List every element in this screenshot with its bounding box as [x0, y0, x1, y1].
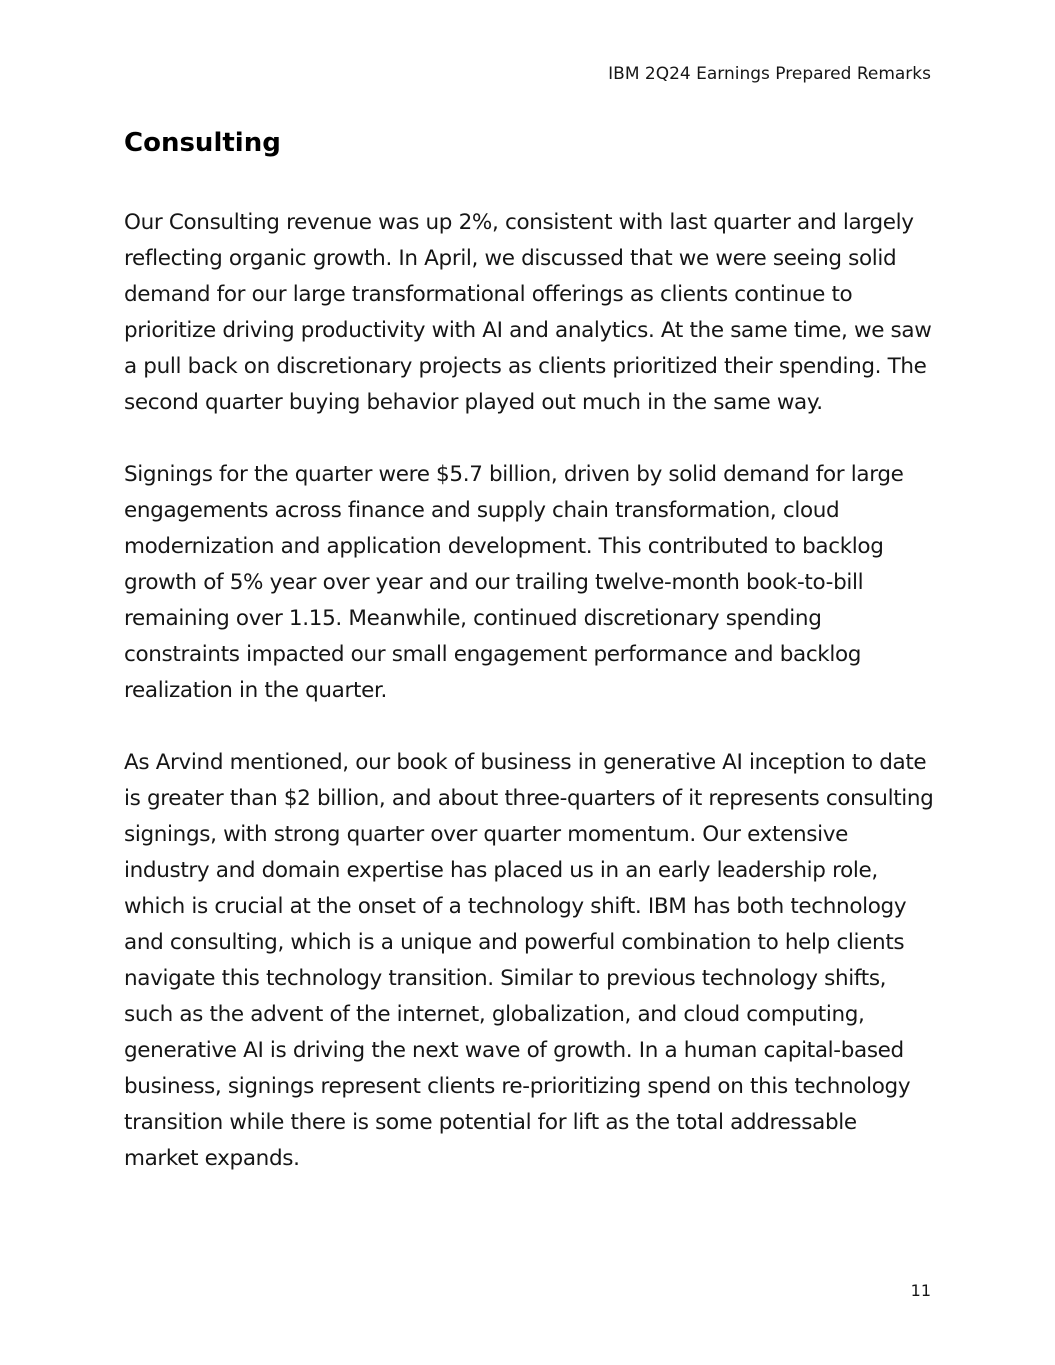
document-header: IBM 2Q24 Earnings Prepared Remarks — [608, 64, 931, 84]
paragraph-generative-ai: As Arvind mentioned, our book of business in generative AI inception to date is greater than $2 billion, and about three-quarters of it represents consulting signings, with strong quarter over quarter momentum. Our extensive industry and domain expertise has placed us in an early leadership role, which is crucial at the onset of a technology shift. IBM has both technology and consulting, which is a unique and powerful combination to help clients navigate this technology transition. Similar to previous technology shifts, such as the advent of the internet, globalization, and cloud computing, generative AI is driving the next wave of growth. In a human capital-based business, signings represent clients re-prioritizing spend on this technology transition while there is some potential for lift as the total addressable market expands. — [124, 750, 934, 1171]
paragraph-revenue: Our Consulting revenue was up 2%, consistent with last quarter and largely reflecting organic growth. In April, we discussed that we were seeing solid demand for our large transformational offerings as clients continue to prioritize driving productivity with AI and analytics. At the same time, we saw a pull back on discretionary projects as clients prioritized their spending. The second quarter buying behavior played out much in the same way. — [124, 210, 932, 415]
paragraph-signings: Signings for the quarter were $5.7 billion, driven by solid demand for large engagements across finance and supply chain transformation, cloud modernization and application development. This contributed to backlog growth of 5% year over year and our trailing twelve-month book-to-bill remaining over 1.15. Meanwhile, continued discretionary spending constraints impacted our small engagement performance and backlog realization in the quarter. — [124, 462, 904, 703]
section-body — [124, 205, 934, 1177]
section-title: Consulting — [124, 128, 281, 158]
page-number: 11 — [910, 1281, 931, 1300]
